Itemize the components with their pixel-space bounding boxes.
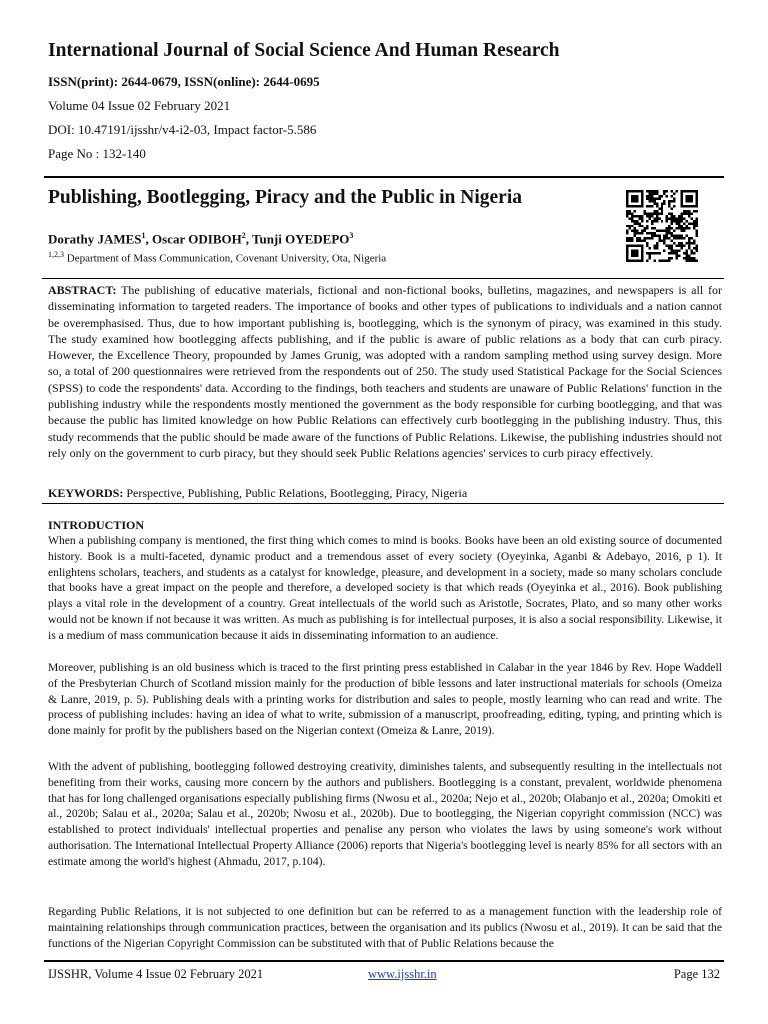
footer-divider: [44, 960, 724, 962]
header-divider: [44, 176, 724, 178]
footer-journal-info: IJSSHR, Volume 4 Issue 02 February 2021: [48, 967, 264, 981]
author-list: [48, 231, 353, 247]
abstract-text: The publishing of educative materials, fictional and non-fictional books, bulletins, magazines, and newspapers is all for disseminating information to targeted readers. The importance of books and other types of publications to individuals and a nation cannot be overemphasised. Thus, due to how important publishing is, bootlegging, which is the synonym of piracy, was examined in this study. The study examined how bootlegging affects publishing, and if the public is aware of public relations as a body that can curb piracy. However, the Excellence Theory, propounded by James Grunig, was adopted with a random sampling method using survey design. More so, a total of 200 questionnaires were retrieved from the respondents out of 250. The study used Statistical Package for the Social Sciences (SPSS) to code the respondents' data. According to the findings, both teachers and students are unaware of Public Relations' function in the publishing industry while the respondents mostly mentioned the government as the body responsible for curbing bootlegging, and that was because the public has limited knowledge on how Public Relations can effectively curb bootlegging in the publishing industry. Thus, this study recommends that the public should be made aware of the functions of Public Relations. Likewise, the publishing industries should not rely only on the government to curb piracy, but they should seek Public Relations agencies' services to curb piracy effectively.: [48, 283, 722, 460]
journal-title: International Journal of Social Science And Human Research: [48, 40, 560, 61]
affiliation-sup: 1,2,3: [48, 250, 64, 259]
introduction-heading: INTRODUCTION: [48, 518, 145, 532]
footer-page-number: Page 132: [673, 967, 720, 981]
author-separator: ,: [145, 231, 153, 247]
affiliation-text: Department of Mass Communication, Covenant University, Ota, Nigeria: [66, 252, 387, 265]
keywords-label: KEYWORDS:: [48, 486, 124, 500]
author-name: Oscar ODIBOH: [152, 231, 242, 247]
keywords: [48, 485, 722, 501]
issn-line: ISSN(print): 2644-0679, ISSN(online): 2644-0695: [48, 74, 320, 89]
introduction-paragraph-2: Moreover, publishing is an old business which is traced to the first printing press established in Calabar in the year 1846 by Rev. Hope Waddell of the Presbyterian Church of Scotland mission mainly for the production of bible lessons and later instructional materials for schools (Omeiza & Lanre, 2019, p. 5). Publishing deals with a printing works for distribution and sales to people, mostly learning who can read and write. The process of publishing includes: having an idea of what to write, submission of a manuscript, proofreading, editing, typing, and printing which is done mainly for profit by the publishers based on the Nigerian context (Omeiza & Lanre, 2019).: [48, 661, 722, 738]
footer-website-link[interactable]: www.ijsshr.in: [368, 967, 437, 981]
introduction-paragraph-3: With the advent of publishing, bootlegging followed destroying creativity, diminishes talents, and subsequently resulting in the intellectuals not benefiting from their works, causing more concern by the authors and publishers. Bootlegging is a constant, prevalent, worldwide phenomena that has for long challenged organisations especially publishing firms (Nwosu et al., 2020a; Nejo et al., 2020b; Olabanjo et al., 2020a; Omokiti et al., 2020b; Salau et al., 2020a; Salau et al., 2020b; Nwosu et al., 2020b). Due to bootlegging, the Nigerian copyright commission (NCC) was established to protect individuals' intellectual properties and penalise any person who violates the laws by using someone's work without authorisation. The International Intellectual Property Alliance (2006) reports that Nigeria's bootlegging level is nearly 85% for all sectors with an estimate among the world's highest (Ahmadu, 2017, p.104).: [48, 760, 723, 868]
author-name: Tunji OYEDEPO: [251, 231, 350, 247]
volume-line: Volume 04 Issue 02 February 2021: [48, 98, 231, 113]
introduction-paragraph-1: When a publishing company is mentioned, the first thing which comes to mind is books. Books have been an old existing source of documented history. Book is a multi-faceted, dynamic product and a tremendous asset of every society (Oyeyinka, Aganbi & Adebayo, 2016, p 1). It enlightens scholars, teachers, and students as a catalyst for knowledge, pleasure, and development in a society, made so many scholars conclude that books have a great impact on the people and therefore, a developed society is that which reads (Oyeyinka et al., 2016). Book publishing plays a vital role in the development of a country. Great intellectuals of the world such as Aristotle, Socrates, Plato, and so many other works would not be known if not because it was written. As much as publishing is for intellectual purposes, it is also a social responsibility. Likewise, it is a medium of mass communication because it aids in disseminating information to an audience.: [48, 534, 722, 642]
keywords-text: Perspective, Publishing, Public Relations, Bootlegging, Piracy, Nigeria: [126, 486, 468, 500]
author-separator: ,: [245, 231, 252, 247]
doi-line: DOI: 10.47191/ijsshr/v4-i2-03, Impact factor-5.586: [48, 122, 317, 137]
author-sup: 3: [349, 231, 354, 240]
affiliation: [48, 250, 386, 265]
author-name: Dorathy JAMES: [48, 231, 142, 247]
author-sup: 1: [141, 231, 146, 240]
author-sup: 2: [241, 231, 246, 240]
introduction-paragraph-4: Regarding Public Relations, it is not subjected to one definition but can be referred to as a management function with the leadership role of maintaining relationships through communication practices, between the organisation and its publics (Nwosu et al., 2019). It can be said that the functions of the Nigerian Copyright Commission can be substituted with that of Public Relations because the: [48, 905, 722, 950]
abstract-label: ABSTRACT:: [48, 283, 117, 297]
abstract: [48, 282, 722, 461]
qr-code-icon: [626, 190, 698, 262]
page-range: Page No : 132-140: [48, 146, 146, 161]
paper-title: Publishing, Bootlegging, Piracy and the Public in Nigeria: [48, 187, 522, 208]
